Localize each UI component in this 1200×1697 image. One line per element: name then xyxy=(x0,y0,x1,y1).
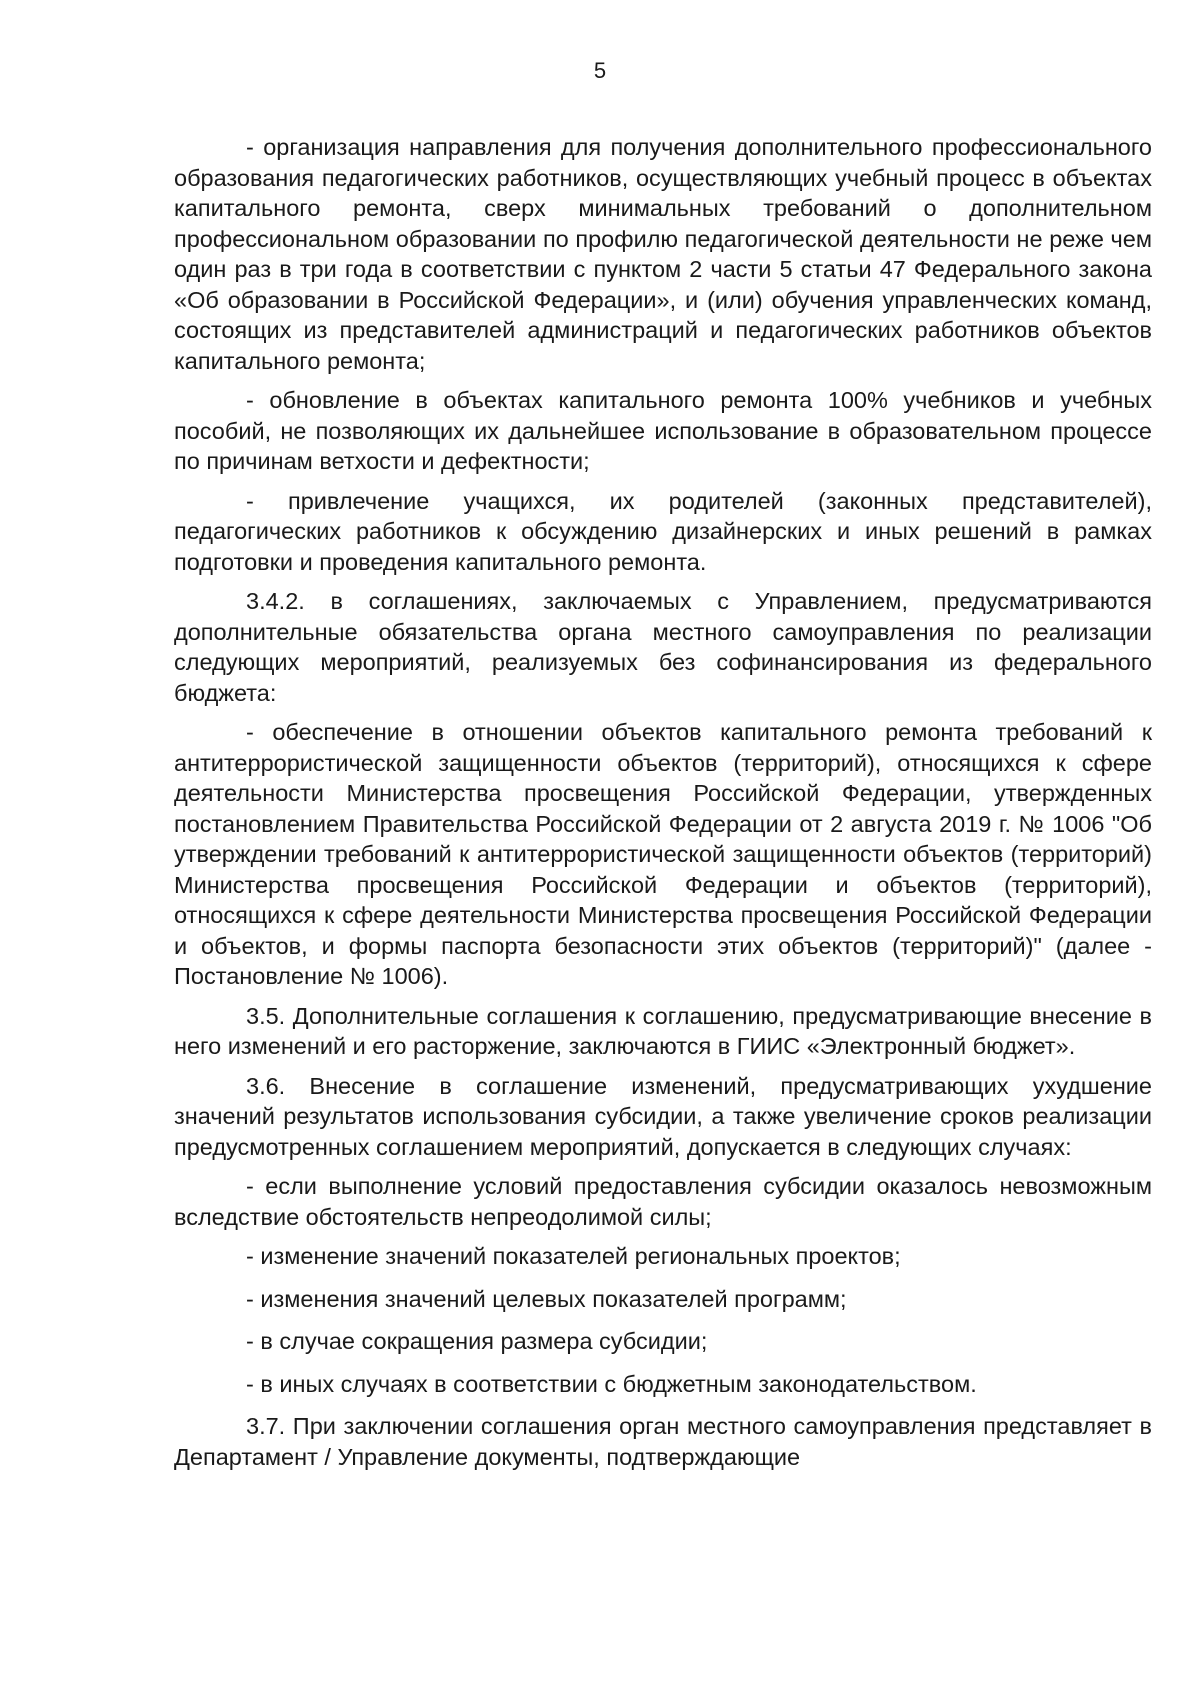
paragraph-textbooks-update: - обновление в объектах капитального ремонта 100% учебников и учебных пособий, не позволяющих их дальнейшее использование в образовательном процессе по причинам ветхости и дефектности; xyxy=(174,387,1152,474)
paragraph-3-7: 3.7. При заключении соглашения орган местного самоуправления представляет в Департамент / Управление документы, подтверждающие xyxy=(174,1413,1152,1470)
list-item-regional-projects: - изменение значений показателей региональных проектов; xyxy=(246,1243,901,1269)
list-item-force-majeure: - если выполнение условий предоставления субсидии оказалось невозможным вследствие обстоятельств непреодолимой силы; xyxy=(174,1173,1152,1230)
list-item-target-indicators: - изменения значений целевых показателей программ; xyxy=(246,1285,847,1312)
paragraph-3-6: 3.6. Внесение в соглашение изменений, предусматривающих ухудшение значений результатов использования субсидии, а также увеличение сроков реализации предусмотренных соглашением мероприятий, допускается в следующих случаях: xyxy=(174,1072,1152,1160)
list-item-subsidy-reduction: - в случае сокращения размера субсидии; xyxy=(246,1328,708,1354)
page-number: 5 xyxy=(593,58,607,83)
paragraph-antiterror-protection: - обеспечение в отношении объектов капитального ремонта требований к антитеррористической защищенности объектов (территорий), относящихся к сфере деятельности Министерства просвещения Российской Федерации, утвержденных постановлением Правительства Российской Федерации от 2 августа 2019 г. № 1006 "Об утверждении требований к антитеррористической защищенности объектов (территорий) Министерства просвещения Российской Федерации и объектов (территорий), относящихся к сфере деятельности Министерства просвещения Российской Федерации и объектов, и формы паспорта безопасности этих объектов (территорий)" (далее - Постановление № 1006). xyxy=(174,719,1152,989)
document-body xyxy=(174,132,1152,1481)
paragraph-3-4-2: 3.4.2. в соглашениях, заключаемых с Управлением, предусматриваются дополнительные обязательства органа местного самоуправления по реализации следующих мероприятий, реализуемых без софинансирования из федерального бюджета: xyxy=(174,588,1152,706)
paragraph-professional-education: - организация направления для получения дополнительного профессионального образования педагогических работников, осуществляющих учебный процесс в объектах капитального ремонта, сверх минимальных требований о дополнительном профессиональном образовании по профилю педагогической деятельности не реже чем один раз в три года в соответствии с пунктом 2 части 5 статьи 47 Федерального закона «Об образовании в Российской Федерации», и (или) обучения управленческих команд, состоящих из представителей администраций и педагогических работников объектов капитального ремонта; xyxy=(174,134,1152,374)
list-item-other-cases: - в иных случаях в соответствии с бюджетным законодательством. xyxy=(246,1370,977,1397)
paragraph-3-5: 3.5. Дополнительные соглашения к соглашению, предусматривающие внесение в него изменений и его расторжение, заключаются в ГИИС «Электронный бюджет». xyxy=(174,1002,1152,1059)
paragraph-students-involvement: - привлечение учащихся, их родителей (законных представителей), педагогических работников к обсуждению дизайнерских и иных решений в рамках подготовки и проведения капитального ремонта. xyxy=(174,487,1152,575)
